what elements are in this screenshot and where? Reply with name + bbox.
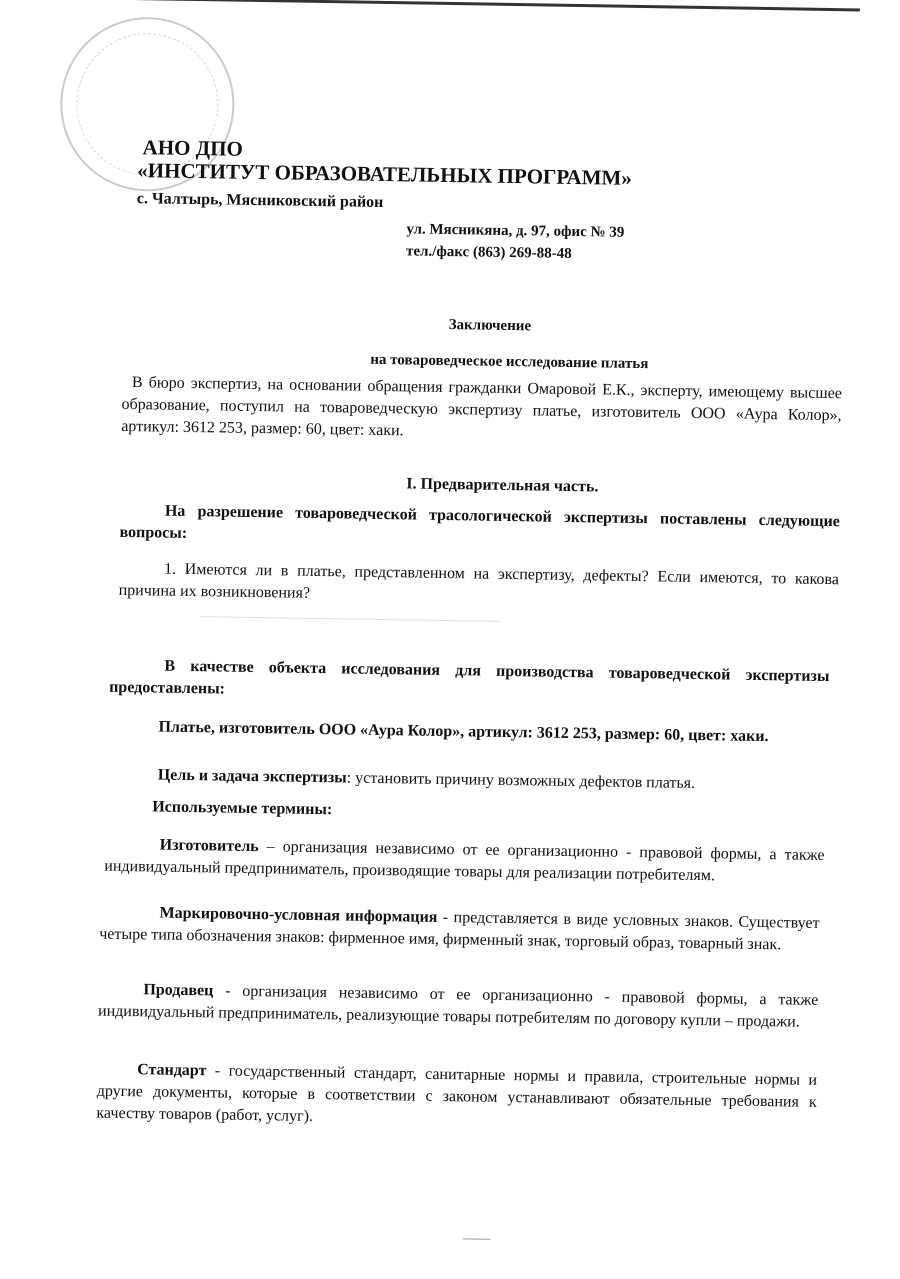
section-heading: I. Предварительная часть.: [406, 475, 599, 496]
org-name-line1: АНО ДПО: [142, 135, 244, 161]
divider: [200, 616, 500, 622]
document-title: Заключение: [448, 317, 532, 335]
term-name: Стандарт: [137, 1061, 207, 1080]
document-subtitle: на товароведческое исследование платья: [370, 351, 649, 373]
goal-text: : установить причину возможных дефектов платья.: [346, 769, 696, 792]
org-location: с. Чалтырь, Мясниковский район: [136, 190, 384, 211]
term-definition: - представляется в виде условных знаков. Существует четыре типа обозначения знаков: фирменное имя, фирменный знак, торговый образ, товарный знак.: [99, 908, 820, 954]
goal-paragraph: [158, 765, 838, 798]
term-name: Продавец: [143, 981, 214, 1000]
term-labeling: [99, 902, 820, 957]
term-definition: - государственный стандарт, санитарные нормы и правила, строительные нормы и другие документы, которые в соответствии с законом устанавливают обязательные требования к качеству товаров (работ, услуг).: [96, 1062, 818, 1125]
org-phone: тел./факс (863) 269-88-48: [405, 243, 572, 262]
terms-heading: Используемые термины:: [152, 798, 333, 819]
intro-text: В бюро экспертиз, на основании обращения гражданки Омаровой Е.К., эксперту, имеющему высшее образование, поступил на товароведческую экспертизу платье, изготовитель ООО «Аура Колор», артикул: 3612 253, размер: 60, цвет: хаки.: [121, 374, 842, 440]
object-item: Платье, изготовитель ООО «Аура Колор», артикул: 3612 253, размер: 60, цвет: хаки.: [158, 718, 769, 746]
question-1-text: 1. Имеются ли в платье, представленном на экспертизу, дефекты? Если имеются, то какова причина их возникновения?: [118, 560, 840, 602]
term-standard: [96, 1059, 817, 1136]
goal-label: Цель и задача экспертизы: [157, 766, 347, 787]
questions-lead-text: На разрешение товароведческой трасологичеcкой экспертизы поставлены следующие вопросы:: [119, 502, 840, 542]
object-lead-text: В качестве объекта исследования для производства товароведческой экспертизы предоставлены:: [109, 657, 830, 698]
term-name: Маркировочно-условная информация: [159, 904, 438, 926]
object-lead: [109, 655, 830, 710]
term-manufacturer: [104, 834, 825, 889]
intro-paragraph: [121, 372, 842, 449]
term-definition: - организация независимо от ее организационно - правовой формы, а также индивидуальный предприниматель, реализующие товары потребителям по договору купли – продажи.: [97, 982, 819, 1031]
question-1: [119, 558, 840, 613]
page-mark: [463, 1238, 491, 1239]
questions-lead: [119, 500, 840, 555]
term-name: Изготовитель: [159, 836, 259, 856]
org-address: ул. Мясникяна, д. 97, офис № 39: [406, 221, 625, 241]
term-seller: [98, 979, 819, 1034]
term-definition: – организация независимо от ее организационно - правовой формы, а также индивидуальный предприниматель, производящие товары для реализации потребителям.: [104, 838, 825, 885]
org-name-line2: «ИНСТИТУТ ОБРАЗОВАТЕЛЬНЫХ ПРОГРАММ»: [137, 158, 633, 190]
